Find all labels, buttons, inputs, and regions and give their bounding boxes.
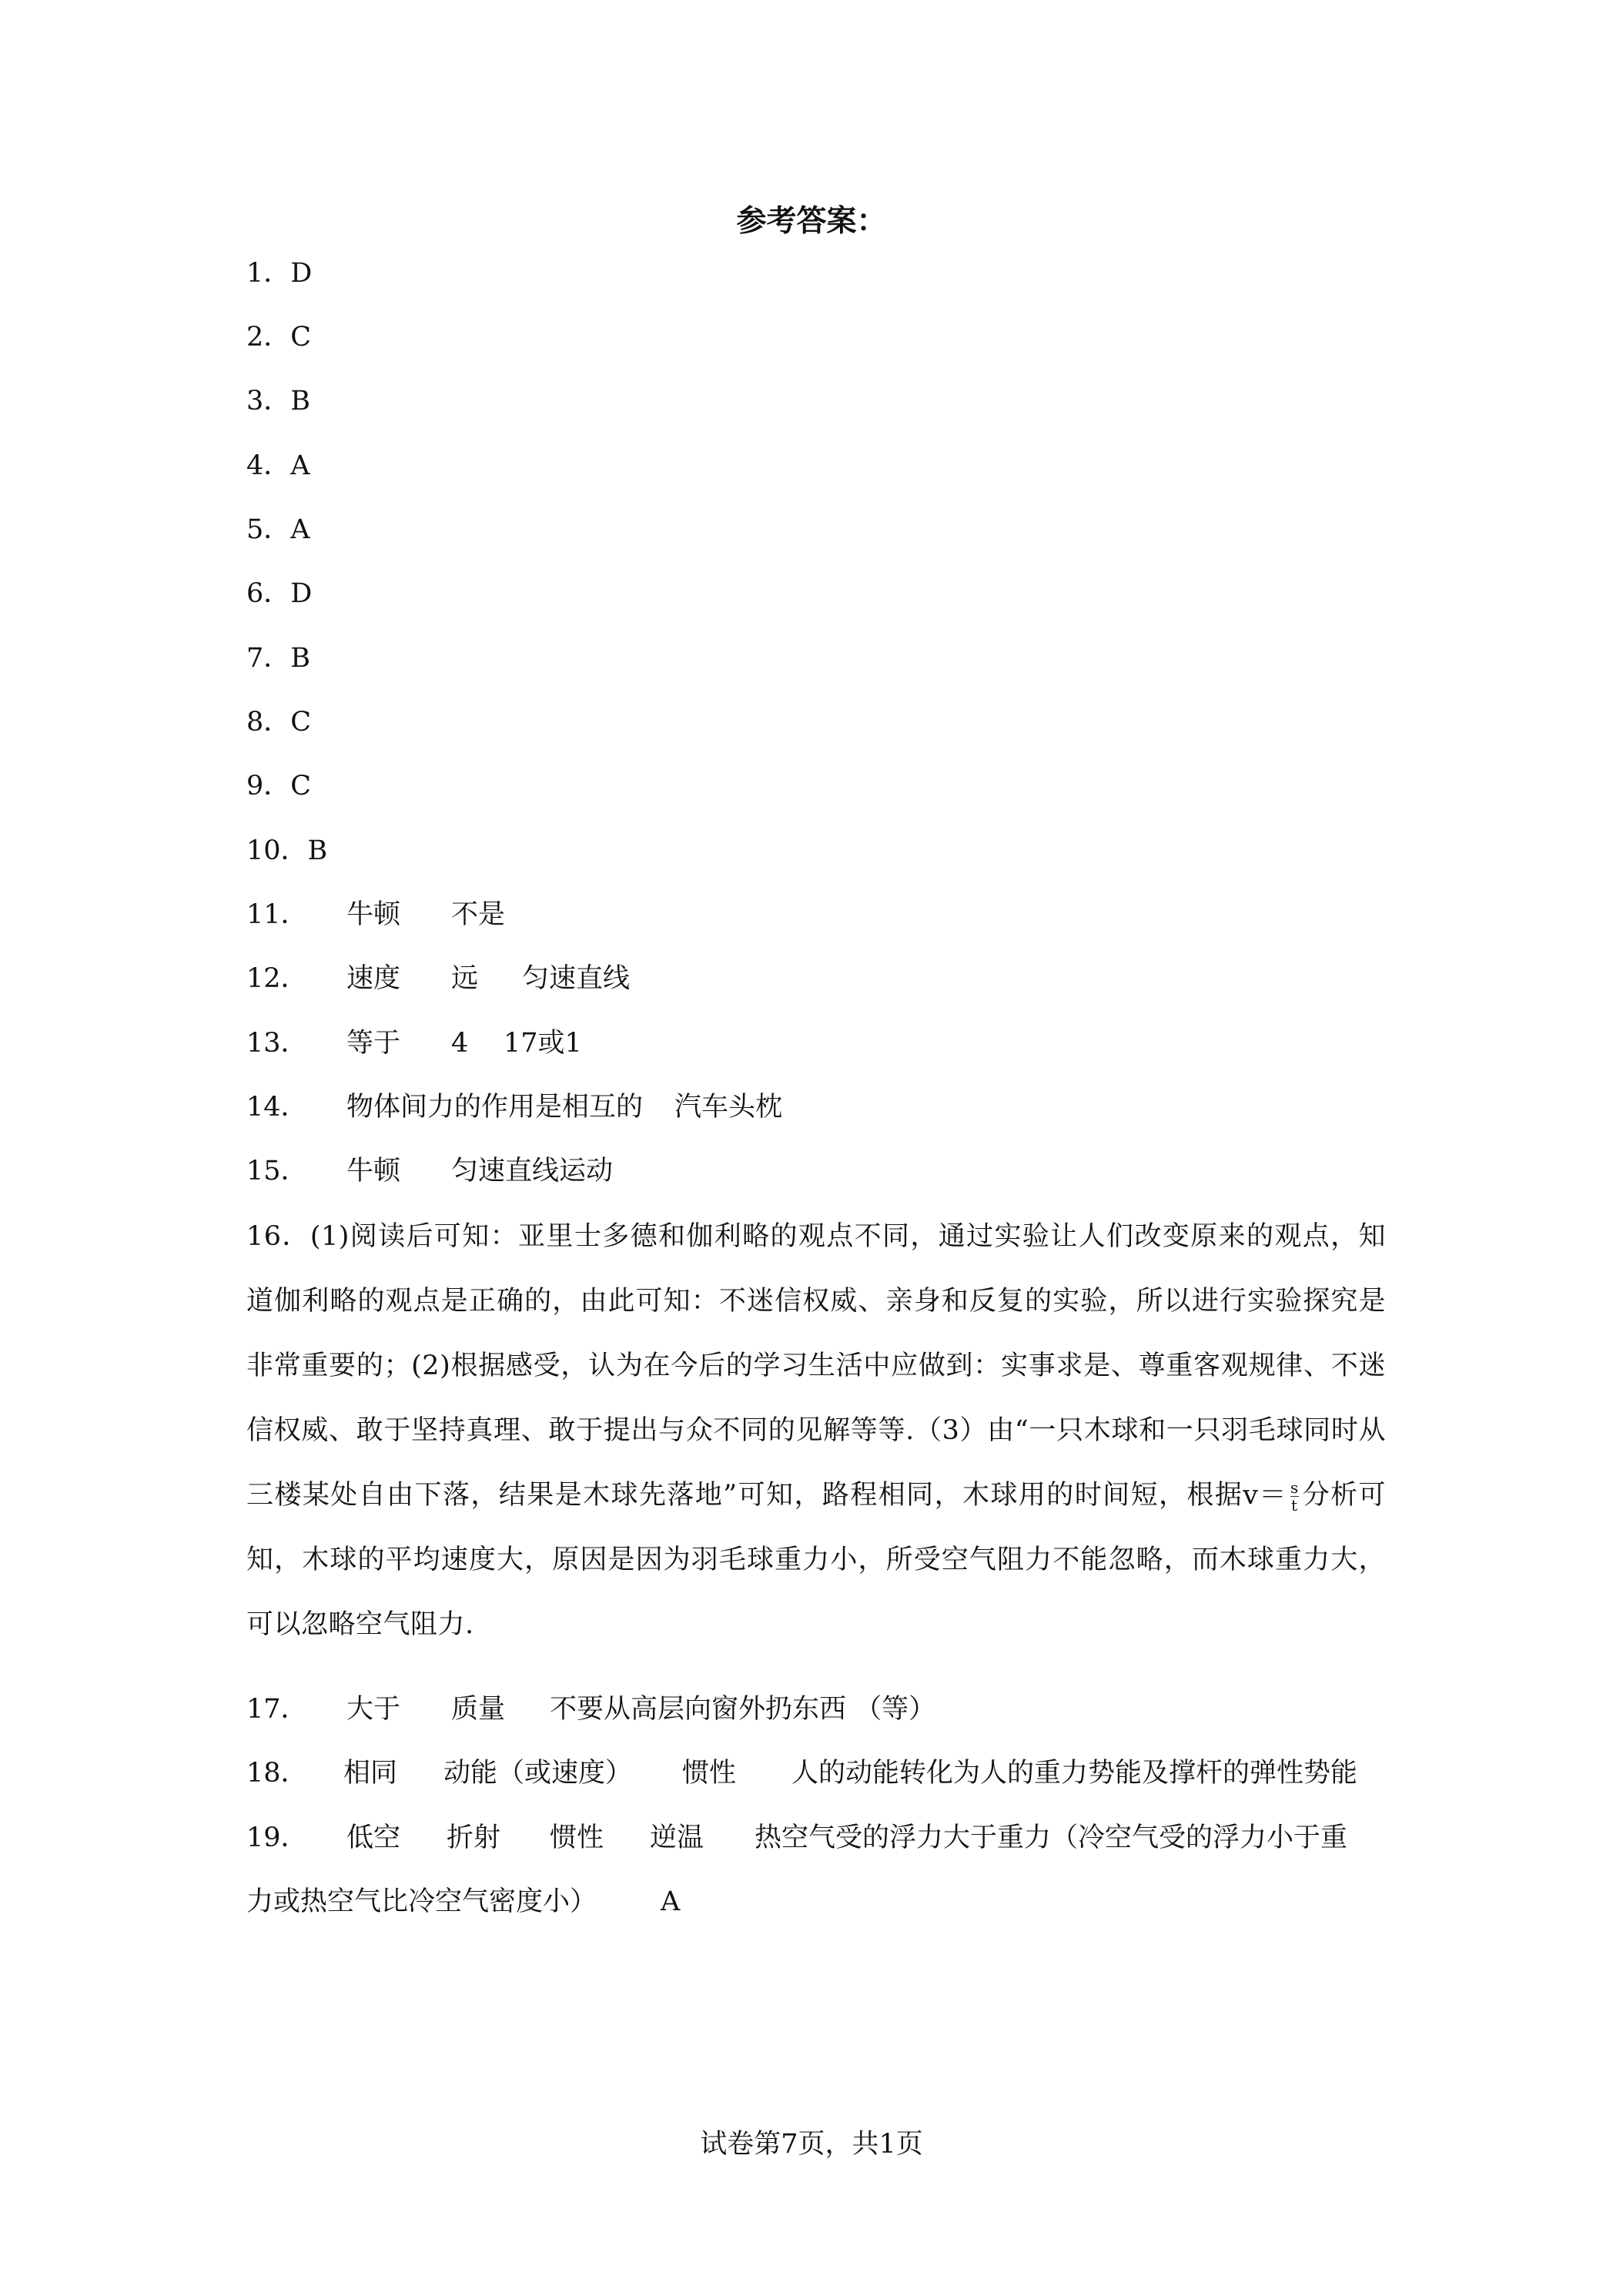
answer-blank: 动能（或速度） xyxy=(443,1758,633,1789)
formula-fraction xyxy=(1290,1479,1299,1514)
fraction-numerator: s xyxy=(1290,1478,1299,1497)
answer-blank: 汽车头枕 xyxy=(674,1092,783,1123)
fraction-denominator: t xyxy=(1291,1496,1298,1514)
answer-blank: 折射 xyxy=(447,1822,501,1853)
answer-blank: A xyxy=(661,1886,681,1917)
answer-blank: 相同 xyxy=(343,1758,398,1789)
answer-text: D xyxy=(290,578,313,609)
question-number: 11． xyxy=(246,899,308,930)
answer-blank: 低空 xyxy=(346,1822,401,1853)
question-number: 8． xyxy=(246,707,291,738)
question-number: 4． xyxy=(246,450,291,481)
question-number: 18． xyxy=(246,1758,308,1789)
answer-paragraph-16 xyxy=(246,1204,1386,1657)
question-number: 1． xyxy=(246,258,291,289)
answer-blank: 牛顿 xyxy=(346,899,401,930)
answer-blank: 不是 xyxy=(451,899,506,930)
answer-line-2 xyxy=(246,318,311,356)
answer-line-18 xyxy=(246,1754,1358,1792)
answer-blank: 惯性 xyxy=(550,1822,604,1853)
answer-blank: 匀速直线运动 xyxy=(451,1156,614,1186)
answer-blank: 大于 xyxy=(346,1694,401,1725)
answer-blank: 速度 xyxy=(346,963,401,994)
answer-line-9 xyxy=(246,767,311,805)
answer-blank: 17或1 xyxy=(504,1028,582,1059)
answer-text: A xyxy=(290,450,310,481)
question-number: 17． xyxy=(246,1694,308,1725)
answer-blank: 热空气受的浮力大于重力（冷空气受的浮力小于重 xyxy=(755,1822,1348,1853)
question-number: 7． xyxy=(246,643,291,674)
answer-text: B xyxy=(290,386,311,417)
question-number: 3． xyxy=(246,386,291,417)
answer-text: A xyxy=(290,514,310,545)
answer-blank: 物体间力的作用是相互的 xyxy=(346,1092,644,1123)
answer-line-1 xyxy=(246,254,312,293)
answer-line-13 xyxy=(246,1024,582,1063)
answer-line-5 xyxy=(246,510,310,549)
question-number: 9． xyxy=(246,771,291,802)
question-number: 12． xyxy=(246,963,308,994)
question-number: 6． xyxy=(246,578,291,609)
answer-blank: 惯性 xyxy=(682,1758,737,1789)
answer-blank: 人的动能转化为人的重力势能及撑杆的弹性势能 xyxy=(791,1758,1358,1789)
page-footer: 试卷第7页，共1页 xyxy=(700,2129,923,2160)
answer-line-17 xyxy=(246,1690,936,1729)
formula-lhs: v＝ xyxy=(1243,1480,1287,1511)
page-title: 参考答案： xyxy=(736,203,887,239)
question-number: 2． xyxy=(246,322,291,353)
answer-text: B xyxy=(290,643,311,674)
answer-line-19 xyxy=(246,1819,1348,1857)
answer-line-3 xyxy=(246,382,310,420)
answer-line-12 xyxy=(246,959,631,998)
question-number: 14． xyxy=(246,1092,308,1123)
answer-text: C xyxy=(290,322,312,353)
answer-blank: 不要从高层向窗外扔东西 （等） xyxy=(550,1694,936,1725)
answer-line-19-continued xyxy=(246,1883,681,1921)
answer-blank: 4 xyxy=(451,1028,469,1059)
question-number: 13． xyxy=(246,1028,308,1059)
answer-blank: 力或热空气比冷空气密度小） xyxy=(246,1886,597,1917)
answer-text: C xyxy=(290,707,312,738)
answer-line-7 xyxy=(246,639,310,678)
answer-text: D xyxy=(290,258,313,289)
question-number: 10． xyxy=(246,835,308,866)
answer-text: B xyxy=(307,835,328,866)
answer-text: C xyxy=(290,771,312,802)
answer-blank: 逆温 xyxy=(650,1822,704,1853)
answer-text: (1)阅读后可知：亚里士多德和伽利略的观点不同，通过实验让人们改变原来的观点，知道伽利略的观点是正确的，由此可知：不迷信权威、亲身和反复的实验，所以进行实验探究是非常重要的；(2)根据感受，认为在今后的学习生活中应做到：实事求是、尊重客观规律、不迷信权威、敢于坚持真理、敢于提出与众不同的见解等等.（3）由“一只木球和一只羽毛球同时从三楼某处自由下落，结果是木球先落地”可知，路程相同，木球用的时间短，根据 xyxy=(246,1221,1386,1511)
answer-line-8 xyxy=(246,703,311,741)
answer-blank: 匀速直线 xyxy=(522,963,631,994)
question-number: 19． xyxy=(246,1822,308,1853)
answer-line-6 xyxy=(246,574,312,613)
answer-text: 分析可知，木球的平均速度大，原因是因为羽毛球重力小，所受空气阻力不能忽略，而木球重力大，可以忽略空气阻力. xyxy=(246,1480,1386,1640)
answer-line-11 xyxy=(246,895,506,934)
answer-blank: 远 xyxy=(451,963,479,994)
answer-blank: 牛顿 xyxy=(346,1156,401,1186)
answer-blank: 质量 xyxy=(451,1694,506,1725)
question-number: 15． xyxy=(246,1156,308,1186)
question-number: 5． xyxy=(246,514,291,545)
answer-line-4 xyxy=(246,447,310,485)
question-number: 16． xyxy=(246,1221,310,1252)
answer-line-15 xyxy=(246,1152,614,1190)
answer-line-14 xyxy=(246,1088,783,1126)
answer-line-10 xyxy=(246,832,327,870)
answer-blank: 等于 xyxy=(346,1028,401,1059)
velocity-formula xyxy=(1243,1478,1301,1514)
